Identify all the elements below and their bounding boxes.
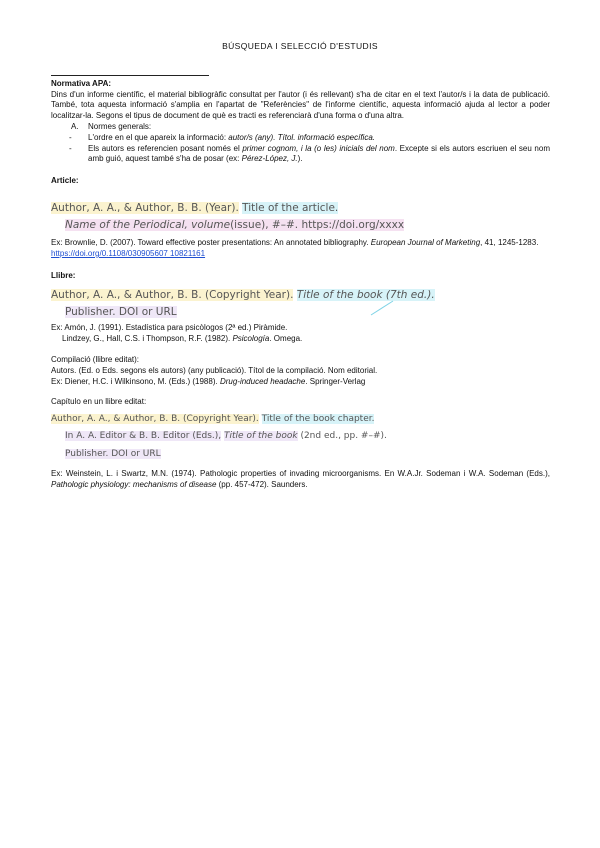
capitol-format-pages: (2nd ed., pp. #–#). xyxy=(300,431,387,442)
capitol-example xyxy=(51,469,550,490)
llibre-example-2-publisher: . Omega. xyxy=(269,333,303,343)
capitol-label: Capítulo en un llibre editat: xyxy=(51,397,147,407)
article-format-periodical: Name of the Periodical, volume xyxy=(65,219,231,232)
compilacio-label: Compilació (llibre editat): xyxy=(51,355,140,365)
article-example-journal: European Journal of Marketing xyxy=(370,238,481,248)
compilacio-example-text: Ex: Diener, H.C. i Wilkinsono, M. (Eds.) (1988). xyxy=(51,376,220,386)
compilacio-example xyxy=(51,377,550,388)
capitol-format-authors: Author, A. A., & Author, B. B. (Copyright Year). xyxy=(51,413,259,424)
llibre-format-publisher: Publisher. DOI or URL xyxy=(65,306,177,319)
llibre-example-1: Ex: Amón, J. (1991). Estadística para psicòlogos (2ª ed.) Piràmide. xyxy=(51,323,288,333)
capitol-format-line1 xyxy=(51,411,550,429)
pen-stroke xyxy=(369,299,399,317)
llibre-format-title xyxy=(297,289,435,301)
compilacio-pattern: Autors. (Ed. o Eds. segons els autors) (any publicació). Títol de la compilació. Nom editorial. xyxy=(51,365,378,375)
general-rules-heading xyxy=(51,122,550,133)
article-format-template xyxy=(51,200,550,234)
llibre-format-title-text: Title of the book (7th ed.). xyxy=(296,289,435,302)
rule-order xyxy=(51,133,550,144)
capitol-example-book: Pathologic physiology: mechanisms of disease xyxy=(51,479,217,489)
article-format-title: Title of the article. xyxy=(242,202,339,215)
article-example-volume: , 41, 1245-1283. xyxy=(480,238,539,248)
article-format-line2 xyxy=(51,217,550,234)
llibre-format-template xyxy=(51,287,550,321)
article-label: Article: xyxy=(51,175,79,185)
llibre-example-2 xyxy=(51,334,550,345)
capitol-format-chapter: Title of the book chapter. xyxy=(261,413,375,424)
rule-authors-text: Els autors es referencien posant només el xyxy=(88,143,243,153)
capitol-format-editors: In A. A. Editor & B. B. Editor (Eds.), xyxy=(65,431,222,442)
article-doi-link[interactable]: https://doi.org/0.1108/030905607 10821161 xyxy=(51,248,206,258)
document-body xyxy=(51,79,550,490)
llibre-format-line2 xyxy=(51,304,550,321)
article-example-text: Ex: Brownlie, D. (2007). Toward effective poster presentations: An annotated bibliography. xyxy=(51,238,371,248)
capitol-example-pages: (pp. 457-472). Saunders. xyxy=(216,479,308,489)
article-format-issue: (issue), #–#. https://doi.org/xxxx xyxy=(230,219,405,232)
rule-authors-italic: primer cognom, i la (o les) inicials del nom xyxy=(242,143,395,153)
general-rules-label: Normes generals: xyxy=(88,122,152,132)
llibre-example-2-title: Psicología xyxy=(232,333,270,343)
llibre-label: Llibre: xyxy=(51,270,76,280)
list-marker: - xyxy=(69,132,72,142)
llibre-example-2-text: Lindzey, G., Hall, C.S. i Thompson, R.F. (1982). xyxy=(62,333,233,343)
article-format-authors: Author, A. A., & Author, B. B. (Year). xyxy=(51,202,239,215)
capitol-format-line2 xyxy=(51,428,550,446)
list-marker: - xyxy=(69,143,72,153)
rule-order-italic: autor/s (any). Títol. informació específica. xyxy=(228,132,376,142)
capitol-format-template xyxy=(51,411,550,464)
normativa-heading: Normativa APA: xyxy=(51,79,112,88)
capitol-format-publisher: Publisher. DOI or URL xyxy=(65,448,161,459)
page-title: BÚSQUEDA I SELECCIÓ D'ESTUDIS xyxy=(222,41,378,51)
rule-authors-text-b: . Excepte si els autors escriuen el seu nom amb guió, aquest també s'ha de posar (ex: xyxy=(88,143,550,164)
rule-authors-text-c: ). xyxy=(297,154,303,164)
rule-authors xyxy=(51,144,550,165)
capitol-example-text: Ex: Weinstein, L. i Swartz, M.N. (1974). Pathologic properties of invading microorganisms. En W.A.Jr. Sodeman i W.A. Sodeman (Eds.), xyxy=(51,469,550,479)
general-rules xyxy=(51,122,550,164)
compilacio-example-publisher: . Springer-Verlag xyxy=(305,376,366,386)
compilacio-example-title: Drug-induced headache xyxy=(219,376,306,386)
list-marker: A. xyxy=(71,122,79,132)
capitol-format-book: Title of the book xyxy=(224,431,298,442)
llibre-format-authors: Author, A. A., & Author, B. B. (Copyright Year). xyxy=(51,289,294,302)
article-format-line1 xyxy=(51,200,550,217)
rule-authors-example: Pérez-López, J. xyxy=(241,154,298,164)
llibre-format-line1 xyxy=(51,287,550,304)
article-example xyxy=(51,238,550,259)
normativa-intro: Dins d'un informe científic, el material bibliogràfic consultat per l'autor (i és rellevant) s'ha de citar en el text l'autor/s i la data de publicació. També, tota aquesta informació s'amplia en l'apartat de "Referències" de l'informe científic, aquesta informació ajuda al lector a poder localitzar-la. Segons el tipus de document de què es tracti es referenciarà d'una forma o d'una altra. xyxy=(51,89,550,120)
capitol-format-line3 xyxy=(51,446,550,464)
rule-order-text: L'ordre en el que apareix la informació: xyxy=(88,132,229,142)
heading-rule xyxy=(51,75,209,76)
